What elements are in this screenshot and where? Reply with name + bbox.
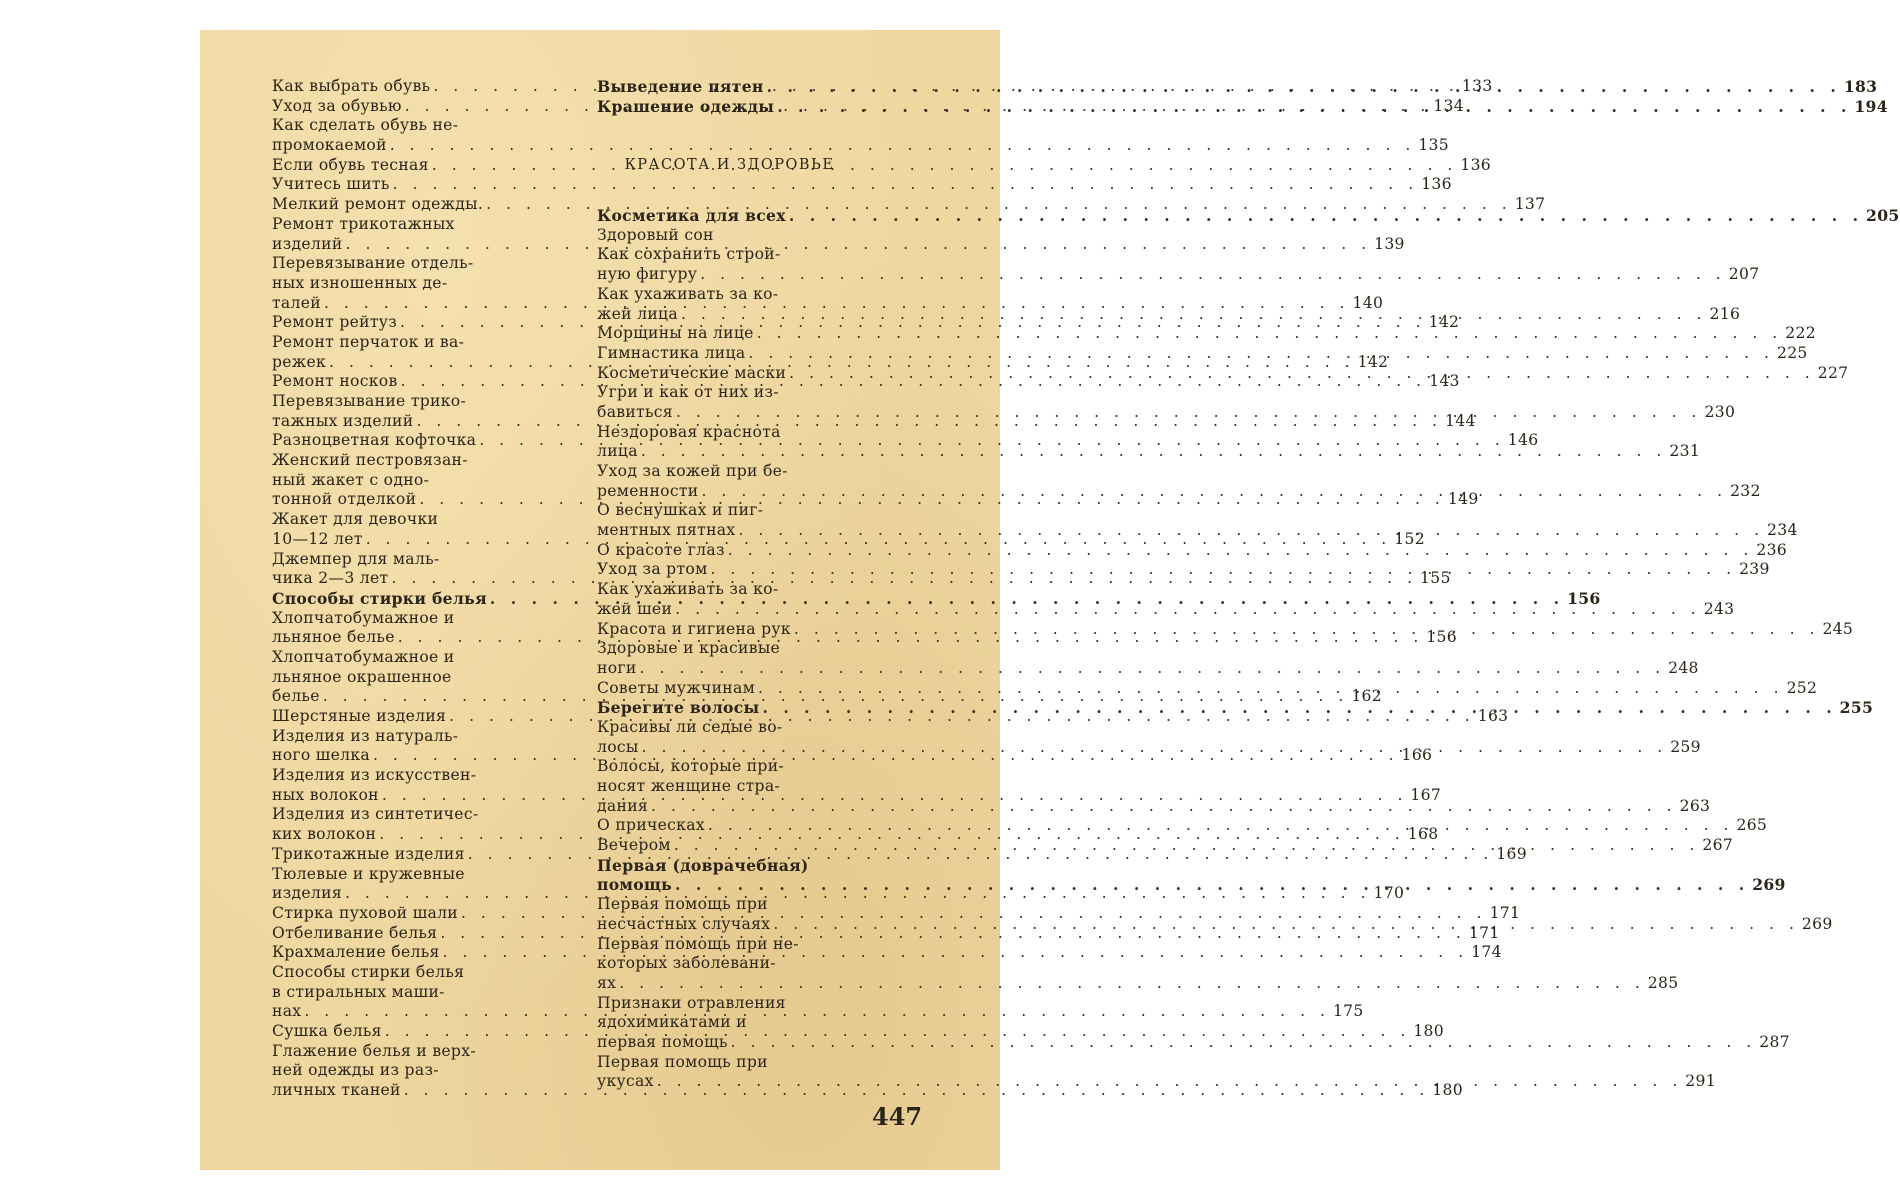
- toc-page-number: 259: [1670, 737, 1701, 756]
- toc-page-number: 222: [1785, 324, 1816, 343]
- page-number: 447: [872, 1102, 923, 1131]
- toc-entry-title: Здоровый сон: [597, 225, 714, 244]
- toc-entry-line: [597, 973, 1679, 994]
- toc-leader-dots: [640, 659, 1666, 679]
- toc-entry-line: [597, 324, 1816, 344]
- toc-page-number: 180: [1432, 1081, 1463, 1100]
- toc-entry-title: Гимнастика лица: [597, 343, 746, 362]
- toc-entry: [597, 206, 1900, 226]
- toc-entry-line: [272, 609, 538, 629]
- toc-entry-line: [597, 954, 862, 974]
- toc-leader-dots: [738, 521, 1764, 541]
- toc-page-number: 232: [1730, 481, 1761, 500]
- toc-page-number: 174: [1471, 943, 1502, 962]
- toc-entry-line: [272, 510, 538, 530]
- toc-entry-title: Хлопчатобумажное и: [272, 647, 455, 666]
- toc-entry-line: [597, 777, 862, 797]
- toc-entry-line: [597, 599, 1735, 620]
- toc-leader-dots: [657, 1072, 1683, 1092]
- toc-page-number: 252: [1786, 678, 1818, 697]
- toc-entry-line: [597, 285, 862, 305]
- toc-page-number: 245: [1822, 619, 1854, 638]
- toc-entry-title: Жакет для девочки: [272, 510, 439, 529]
- toc-page-number: 180: [1413, 1022, 1444, 1040]
- toc-entry-line: [272, 451, 538, 471]
- toc-page-number: 255: [1839, 698, 1874, 718]
- toc-entry-title: Угри и как от них из-: [597, 383, 779, 402]
- toc-page-number: 263: [1679, 796, 1711, 815]
- toc-entry-line: [597, 383, 862, 403]
- toc-entry-title: в стиральных маши-: [272, 982, 445, 1001]
- toc-page-number: 142: [1428, 313, 1460, 332]
- toc-page-number: 134: [1433, 96, 1464, 115]
- toc-page-number: 156: [1567, 588, 1601, 608]
- toc-entry-title: Изделия из натураль-: [272, 726, 459, 745]
- toc-entry-title: Уход за обувью: [272, 96, 402, 115]
- toc-entry-line: [597, 462, 862, 482]
- toc-leader-dots: [675, 600, 1701, 620]
- toc-page-number: 248: [1668, 658, 1699, 677]
- toc-entry-line: [597, 658, 1699, 679]
- toc-leader-dots: [767, 77, 1841, 97]
- toc-page-number: 167: [1410, 785, 1442, 804]
- toc-entry-title: Здоровые и красивые: [597, 639, 781, 658]
- toc-leader-dots: [702, 482, 1728, 502]
- toc-entry-title: Ремонт трикотажных: [272, 214, 455, 233]
- toc-leader-dots: [757, 324, 1783, 344]
- toc-page-number: 231: [1669, 442, 1701, 461]
- toc-page-number: 171: [1489, 903, 1521, 922]
- toc-entry-title: режек: [272, 352, 327, 371]
- toc-entry-line: [272, 392, 538, 412]
- toc-entry-title: ный жакет с одно-: [272, 470, 430, 489]
- toc-page-number: 243: [1703, 599, 1735, 618]
- toc-entry-title: Первая помощь при: [597, 1052, 768, 1071]
- toc-entry-title: изделий: [272, 234, 343, 253]
- toc-entry-title: Шерстяные изделия: [272, 707, 447, 725]
- toc-entry-title: льняное белье: [272, 628, 395, 647]
- toc-entry-title: О красоте глаз: [597, 540, 725, 559]
- toc-entry-title: ного шелка: [272, 746, 370, 765]
- toc-leader-dots: [432, 156, 1458, 176]
- toc-entry-line: [272, 865, 538, 885]
- toc-entry-title: укусах: [597, 1072, 654, 1091]
- toc-entry-title: Волосы, которые при-: [597, 757, 784, 776]
- toc-page-number: 146: [1507, 431, 1539, 450]
- toc-leader-dots: [641, 442, 1667, 462]
- toc-entry-line: [597, 757, 862, 777]
- toc-entry-title: Хлопчатобумажное и: [272, 608, 455, 627]
- toc-entry-title: Тюлевые и кружевные: [272, 864, 465, 883]
- toc-entry-title: Ремонт носков: [272, 372, 398, 391]
- toc-page-number: 169: [1496, 844, 1527, 863]
- toc-entry-title: Нездоровая краснота: [597, 422, 781, 441]
- toc-page-number: 285: [1647, 973, 1679, 992]
- toc-entry-title: Разноцветная кофточка: [272, 431, 477, 450]
- toc-entry-title: Первая помощь при: [597, 895, 768, 914]
- toc-entry-title: Морщины на лице: [597, 324, 754, 343]
- toc-leader-dots: [708, 816, 1734, 836]
- toc-leader-dots: [728, 541, 1754, 561]
- toc-page-number: 163: [1477, 707, 1509, 725]
- toc-leader-dots: [700, 265, 1726, 285]
- toc-entry-line: [597, 994, 862, 1014]
- toc-entry-line: [272, 668, 538, 688]
- toc-page-number: 168: [1407, 825, 1439, 844]
- toc-page-number: 155: [1420, 569, 1451, 588]
- toc-entry: [597, 540, 1788, 561]
- toc-page-number: 152: [1394, 529, 1425, 548]
- toc-entry-title: Крашение одежды: [597, 96, 775, 116]
- toc-entry-title: О прическах: [597, 816, 705, 835]
- toc-leader-dots: [711, 560, 1737, 580]
- toc-entry-line: [597, 501, 862, 521]
- toc-page-number: 156: [1426, 628, 1457, 647]
- toc-entry-line: [272, 195, 1546, 215]
- toc-entry-title: Если обувь тесная: [272, 155, 429, 174]
- toc-leader-dots: [794, 620, 1820, 640]
- toc-entry-title: Советы мужчинам: [597, 678, 755, 697]
- toc-entry-line: [597, 580, 862, 600]
- toc-entry: [272, 116, 1449, 155]
- toc-entry-title: ную фигуру: [597, 265, 698, 284]
- toc-leader-dots: [675, 875, 1749, 895]
- toc-leader-dots: [758, 679, 1784, 699]
- toc-entry-title: Ремонт перчаток и ва-: [272, 332, 465, 351]
- toc-entry-title: белье: [272, 687, 320, 706]
- toc-entry-title: промокаемой: [272, 136, 387, 155]
- toc-leader-dots: [681, 305, 1707, 325]
- toc-entry-title: льняное окрашенное: [272, 667, 452, 686]
- toc-page-number: 175: [1332, 1002, 1364, 1021]
- toc-entry-title: Глажение белья и верх-: [272, 1041, 476, 1060]
- toc-entry: [597, 324, 1816, 344]
- toc-entry-line: [272, 254, 538, 274]
- toc-entry-line: [597, 423, 862, 443]
- book-page: [200, 30, 1900, 1170]
- toc-entry-title: ядохимикатами и: [597, 1013, 747, 1032]
- toc-page-number: 225: [1776, 343, 1808, 362]
- toc-entry-line: [272, 648, 538, 668]
- toc-leader-dots: [619, 974, 1645, 994]
- toc-entry-title: нах: [272, 1002, 302, 1021]
- toc-entry-title: ментных пятнах: [597, 521, 736, 540]
- toc-leader-dots: [773, 915, 1799, 935]
- toc-page-number: 142: [1357, 352, 1389, 371]
- toc-entry-title: ней одежды из раз-: [272, 1061, 439, 1080]
- toc-page-number: 291: [1685, 1072, 1716, 1091]
- toc-leader-dots: [762, 698, 1836, 718]
- toc-page-number: 287: [1759, 1032, 1790, 1051]
- toc-leader-dots: [789, 364, 1815, 384]
- toc-entry-title: Вечером: [597, 836, 671, 855]
- toc-page-number: 137: [1514, 195, 1546, 214]
- toc-entry-title: Как сохранить строй-: [597, 245, 781, 264]
- toc-page-number: 234: [1767, 521, 1798, 540]
- toc-leader-dots: [390, 136, 1416, 156]
- toc-entry-title: талей: [272, 293, 321, 312]
- toc-entry-line: [272, 333, 538, 353]
- toc-entry-line: [272, 550, 538, 570]
- toc-page-number: 136: [1460, 155, 1492, 174]
- toc-leader-dots: [676, 403, 1702, 423]
- toc-page-number: 140: [1352, 293, 1384, 312]
- toc-entry-title: Как ухаживать за ко-: [597, 284, 779, 303]
- toc-leader-dots: [393, 175, 1419, 195]
- toc-entry-title: первая помощь: [597, 1032, 728, 1051]
- toc-entry-title: Учитесь шить: [272, 175, 390, 194]
- toc-entry-title: Уход за кожей при бе-: [597, 462, 788, 480]
- toc-entry-title: Крахмаление белья: [272, 943, 440, 962]
- toc-entry-title: несчастных случаях: [597, 914, 771, 933]
- toc-entry-title: Перевязывание трико-: [272, 392, 467, 410]
- toc-entry-title: Как сделать обувь не-: [272, 116, 459, 135]
- toc-entry-title: Мелкий ремонт одежды.: [272, 195, 484, 214]
- toc-entry-title: ях: [597, 973, 617, 992]
- toc-leader-dots: [642, 738, 1668, 758]
- toc-entry-line: [597, 718, 862, 738]
- toc-entry: [272, 195, 1546, 215]
- toc-entry-line: [272, 274, 538, 294]
- toc-entry-title: Перевязывание отдель-: [272, 254, 474, 273]
- toc-page-number: 149: [1447, 490, 1479, 509]
- toc-page-number: 265: [1736, 816, 1768, 835]
- toc-entry-title: жей лица: [597, 304, 678, 323]
- toc-leader-dots: [674, 836, 1700, 856]
- toc-entry: [597, 639, 1699, 678]
- toc-entry-line: [272, 963, 538, 983]
- toc-entry: [597, 226, 862, 246]
- toc-entry-line: [597, 1013, 862, 1033]
- toc-entry-title: бавиться: [597, 402, 673, 421]
- toc-entry-line: [272, 215, 538, 235]
- toc-entry-title: 10—12 лет: [272, 529, 363, 548]
- toc-entry-title: тонной отделкой: [272, 490, 417, 509]
- toc-entry-title: Первая помощь при не-: [597, 934, 799, 953]
- toc-entry-line: [597, 265, 1760, 285]
- toc-page-number: 166: [1401, 746, 1433, 765]
- toc-entry-title: Женский пестровязан-: [272, 451, 468, 470]
- toc-page-number: 207: [1728, 265, 1760, 284]
- toc-entry-title: тажных изделий: [272, 411, 414, 430]
- toc-entry-line: [272, 1042, 538, 1062]
- toc-page-number: 227: [1817, 363, 1849, 382]
- toc-entry-title: Признаки отравления: [597, 993, 786, 1012]
- toc-page-number: 267: [1702, 836, 1734, 855]
- toc-entry-title: носят женщине стра-: [597, 777, 780, 795]
- toc-entry-line: [272, 175, 1452, 195]
- toc-entry-title: лица: [597, 442, 638, 461]
- toc-entry-title: ких волокон: [272, 825, 377, 844]
- toc-entry-title: ноги: [597, 658, 637, 677]
- toc-entry-line: [597, 856, 862, 876]
- toc-entry-title: Как выбрать обувь: [272, 77, 431, 95]
- toc-entry-line: [597, 895, 862, 915]
- toc-entry-title: Косметические маски: [597, 363, 787, 382]
- toc-entry-line: [597, 1053, 862, 1073]
- toc-entry-line: [272, 766, 538, 786]
- toc-entry-title: Способы стирки белья: [272, 588, 487, 608]
- toc-entry-line: [272, 116, 538, 136]
- toc-page-number: 205: [1866, 206, 1900, 226]
- toc-entry-line: [597, 245, 862, 265]
- toc-entry-title: Отбеливание белья: [272, 923, 438, 942]
- toc-page-number: 170: [1373, 884, 1405, 903]
- toc-entry-line: [597, 935, 862, 955]
- toc-entry-title: изделия: [272, 884, 342, 903]
- toc-leader-dots: [789, 206, 1863, 226]
- toc-entry-line: [272, 805, 538, 825]
- toc-entry-title: Красивы ли седые во-: [597, 717, 783, 736]
- toc-entry-title: Красота и гигиена рук: [597, 619, 791, 638]
- toc-page-number: 143: [1429, 372, 1460, 391]
- toc-entry-title: Первая (доврачебная): [597, 855, 809, 875]
- toc-entry-title: ременности: [597, 481, 699, 500]
- toc-entry-title: которых заболевани-: [597, 954, 776, 973]
- toc-page-number: 230: [1704, 402, 1736, 421]
- toc-entry-line: [597, 206, 1900, 226]
- toc-entry-line: [597, 442, 1701, 462]
- toc-entry-line: [272, 727, 538, 747]
- toc-leader-dots: [748, 344, 1774, 364]
- toc-entry-title: личных тканей: [272, 1081, 401, 1100]
- toc-entry-title: лосы: [597, 737, 639, 756]
- toc-entry-title: О веснушках и пиг-: [597, 501, 764, 520]
- toc-page-number: 194: [1854, 96, 1888, 116]
- toc-entry-title: Изделия из искусствен-: [272, 766, 477, 785]
- section-title: КРАСОТА И ЗДОРОВЬЕ: [624, 157, 835, 174]
- toc-leader-dots: [731, 1033, 1757, 1053]
- toc-entry-title: дания: [597, 796, 649, 815]
- toc-leader-dots: [651, 797, 1677, 817]
- toc-entry-title: помощь: [597, 875, 673, 895]
- toc-entry-title: Как ухаживать за ко-: [597, 580, 779, 599]
- toc-entry-line: [272, 1061, 538, 1081]
- toc-leader-dots: [777, 97, 1851, 117]
- toc-entry-title: Трикотажные изделия: [272, 844, 465, 863]
- toc-entry-title: Уход за ртом: [597, 560, 708, 579]
- toc-page-number: 269: [1801, 914, 1833, 933]
- toc-page-number: 236: [1756, 540, 1788, 559]
- toc-entry-line: [597, 796, 1711, 817]
- toc-entry-line: [272, 471, 538, 491]
- toc-page-number: 133: [1461, 77, 1493, 95]
- toc-entry-title: Способы стирки белья: [272, 962, 465, 981]
- toc-page-number: 183: [1843, 77, 1878, 96]
- toc-entry-title: Изделия из синтетичес-: [272, 805, 479, 824]
- toc-entry-title: Ремонт рейтуз: [272, 313, 398, 332]
- toc-entry-line: [597, 540, 1788, 561]
- toc-entry-title: Выведение пятен: [597, 77, 764, 96]
- toc-entry-line: [597, 639, 862, 659]
- toc-entry-title: жей шеи: [597, 599, 673, 618]
- toc-entry-title: ных изношенных де-: [272, 273, 448, 292]
- toc-page-number: 139: [1374, 234, 1405, 253]
- toc-entry-line: [597, 226, 862, 246]
- toc-entry: [272, 175, 1452, 195]
- toc-page-number: 162: [1351, 687, 1382, 706]
- toc-entry-title: Сушка белья: [272, 1022, 382, 1040]
- toc-entry-title: Джемпер для маль-: [272, 549, 440, 568]
- toc-entry-line: [272, 136, 1449, 156]
- toc-page-number: 216: [1709, 304, 1741, 323]
- toc-page-number: 239: [1739, 560, 1770, 579]
- toc-entry-title: Берегите волосы: [597, 698, 760, 718]
- toc-entry-title: чика 2—3 лет: [272, 569, 389, 588]
- toc-entry-title: ных волокон: [272, 785, 379, 804]
- toc-entry-title: Стирка пуховой шали: [272, 903, 458, 922]
- toc-page-number: 269: [1752, 875, 1786, 895]
- toc-entry-line: [597, 1032, 1790, 1053]
- toc-page-number: 171: [1468, 923, 1500, 942]
- toc-entry-line: [272, 983, 538, 1003]
- toc-page-number: 144: [1445, 411, 1476, 430]
- toc-entry: [597, 245, 1760, 284]
- toc-page-number: 135: [1418, 136, 1449, 155]
- toc-page-number: 136: [1421, 175, 1452, 194]
- toc-entry-title: Косметика для всех: [597, 206, 786, 226]
